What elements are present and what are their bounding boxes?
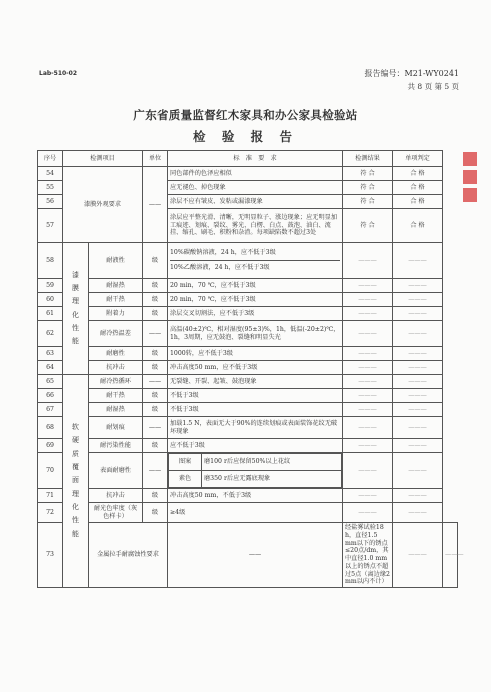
table-row: 68 耐划痕 —— 加载1.5 N，表面无大于90%的连续划痕或表面装饰花纹无破坏现象 ——— ——— <box>38 417 458 439</box>
table-header-row <box>38 151 458 167</box>
table-row: 71 抗冲击 级 冲击高度50 mm，不低于3级 ——— ——— <box>38 489 458 503</box>
group-soft-hard: 软 硬 质 覆 面 理 化 性 能 <box>63 375 89 588</box>
table-row: 65 软 硬 质 覆 面 理 化 性 能 耐冷热循环 —— 无裂缝、开裂、起皱、鼓泡现象 ——— ——— <box>38 375 458 389</box>
table-row: 67 耐湿热 级 不低于3级 ——— ——— <box>38 403 458 417</box>
group-paint-perf: 漆 膜 理 化 性 能 <box>63 243 89 375</box>
table-row: 55 应无褪色、掉色现象 符 合 合 格 <box>38 181 458 195</box>
col-header-verdict: 单项判定 <box>393 151 443 167</box>
col-header-standard: 标 准 要 求 <box>168 151 343 167</box>
col-header-item: 检测项目 <box>63 151 143 167</box>
table-row: 59 耐湿热 级 20 min，70 ℃，应不低于3级 ——— ——— <box>38 279 458 293</box>
col-header-no: 序号 <box>38 151 63 167</box>
table-row: 61 附着力 级 涂层交叉切割法，应不低于3级 ——— ——— <box>38 307 458 321</box>
table-row: 73 金属拉手耐腐蚀性要求 —— 经盐雾试验18 h，直径1.5 mm以下的锈点≤20点/dm，其中直径1.0 mm以上的锈点不超过5点（离边缘2 mm以内不计） ——— ——— <box>38 523 458 588</box>
table-row: 72 耐光色牢度（灰色样卡） 级 ≥4级 ——— ——— <box>38 503 458 523</box>
table-row: 54 漆膜外观要求 —— 同色部件的色泽应相似 符 合 合 格 <box>38 167 458 181</box>
table-row: 66 耐干热 级 不低于3级 ——— ——— <box>38 389 458 403</box>
table-row: 62 耐冷热温差 —— 高温(40±2)℃，相对湿度(95±3)%，1h，低温(-20±2)℃，1h，3周期，应无鼓泡、裂缝和明显失光 ——— ——— <box>38 321 458 347</box>
col-header-unit: 单位 <box>143 151 168 167</box>
table-row: 63 耐磨性 级 1000转，应不低于3级 ——— ——— <box>38 347 458 361</box>
group-paint-appearance: 漆膜外观要求 <box>63 167 143 243</box>
report-title: 检 验 报 告 <box>192 129 299 144</box>
table-row: 56 涂层不应有皱皮、发粘或漏漆现象 符 合 合 格 <box>38 195 458 209</box>
table-row: 57 涂层应平整光滑、清晰，无明显粒子、涨边现象；应无明显加工痕迹、划痕、裂纹、雾光、白楞、白点、鼓泡、油白、流挂、缩孔、刷毛、积粉和杂渣。每项缺陷数不超过3处 符 合 合 格 <box>38 209 458 243</box>
table-row: 58 漆 膜 理 化 性 能 耐液性 级 10%碳酸钠溶液，24 h，应不低于3级 10%乙酸溶液，24 h，应不低于3级 ——— ——— <box>38 243 458 279</box>
test-results-table <box>37 150 464 588</box>
lab-code: Lab-510-02 <box>39 70 78 77</box>
organization-name: 广东省质量监督红木家具和办公家具检验站 <box>133 108 358 122</box>
col-header-result: 检测结果 <box>343 151 393 167</box>
seal-stamp <box>463 152 477 212</box>
table-row: 64 抗冲击 级 冲击高度50 mm，应不低于3级 ——— ——— <box>38 361 458 375</box>
table-row: 70 表面耐磨性 —— 图案 磨100 r后应保留50%以上花纹 素色 磨350 r后应无露底现象 ——— ——— <box>38 453 458 489</box>
page-count: 共 8 页 第 5 页 <box>407 82 459 91</box>
table-row: 60 耐干热 级 20 min，70 ℃，应不低于3级 ——— ——— <box>38 293 458 307</box>
table-row: 69 耐污染性能 级 应不低于3级 ——— ——— <box>38 439 458 453</box>
report-number: 报告编号：M21-WY0241 <box>364 69 459 78</box>
